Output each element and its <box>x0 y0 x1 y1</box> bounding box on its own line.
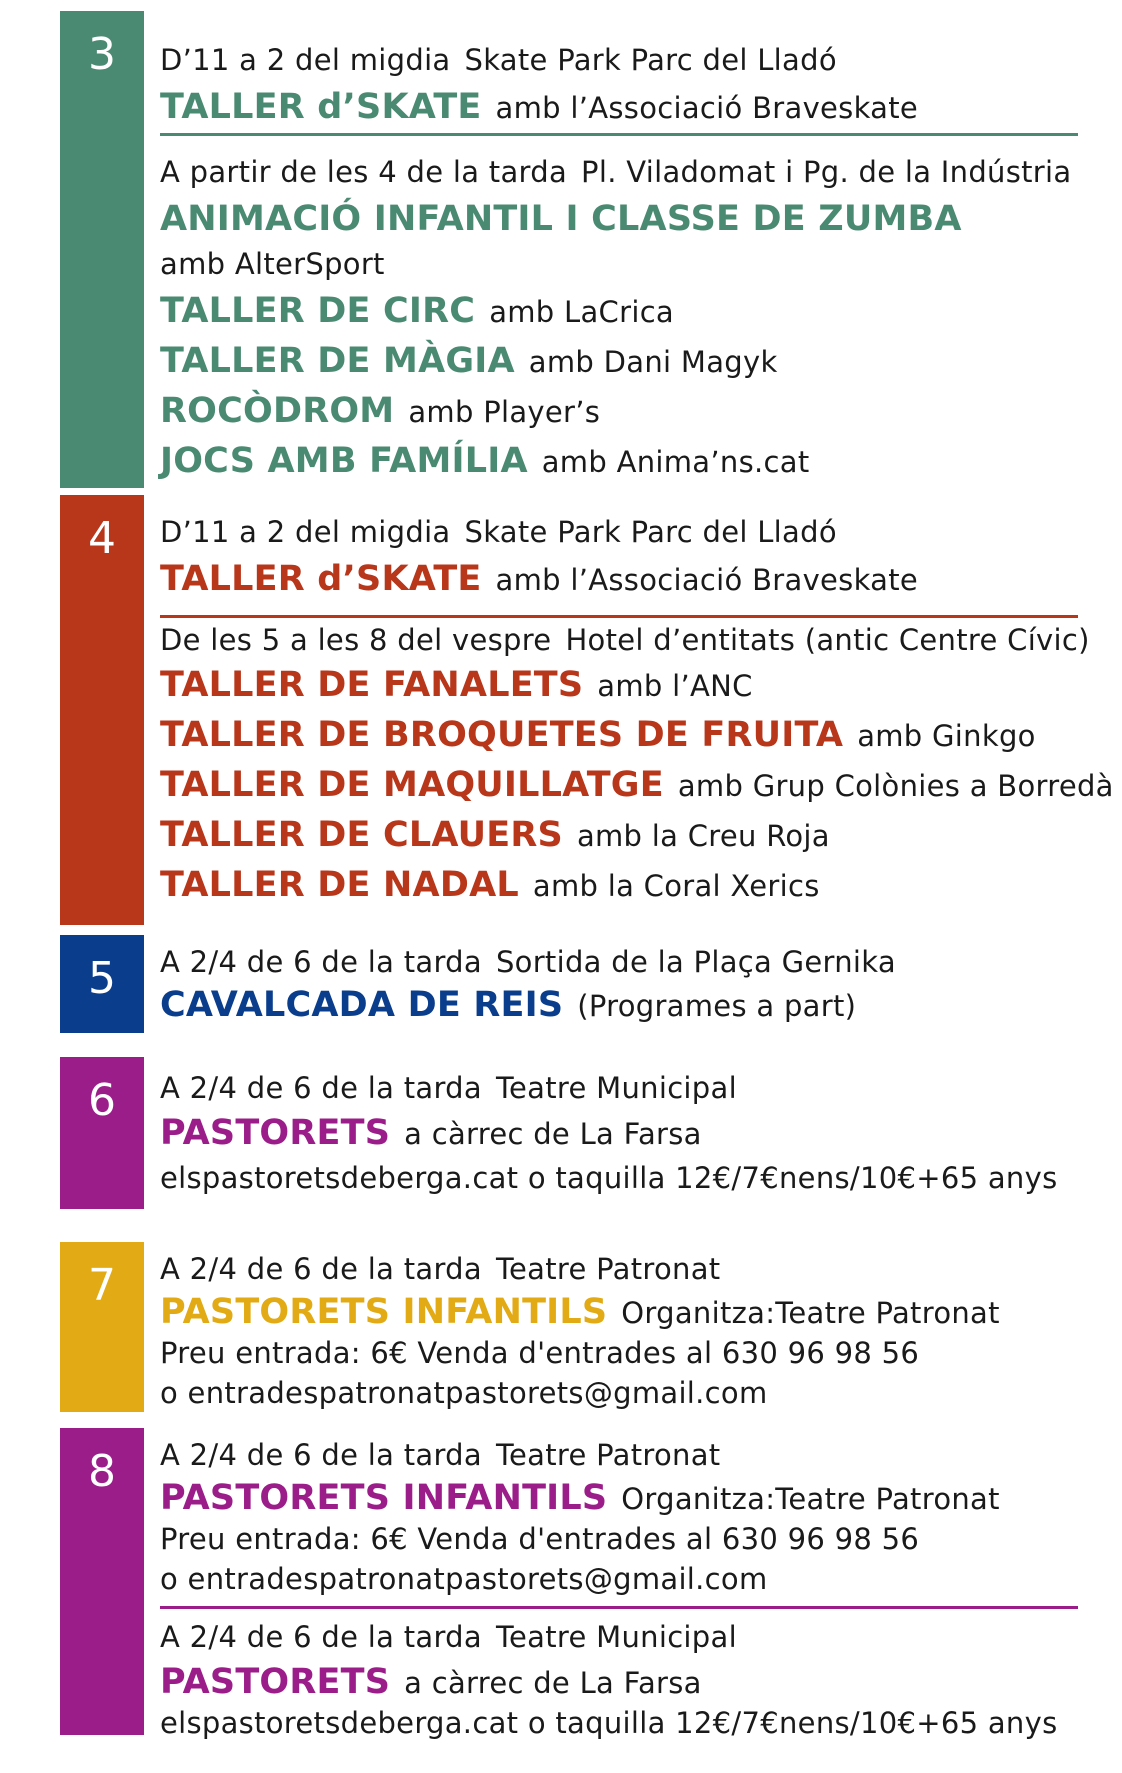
event-title: PASTORETS <box>160 1113 391 1153</box>
day-number-8: 8 <box>60 1428 144 1735</box>
day-4-section <box>60 495 1122 925</box>
event-contact-email: o entradespatronatpastorets@gmail.com <box>160 1562 768 1596</box>
event-place: Pl. Viladomat i Pg. de la Indústria <box>581 155 1072 189</box>
event-time-place <box>160 155 1071 189</box>
event-organizer: amb Ginkgo <box>857 719 1036 753</box>
event-organizer: Organitza:Teatre Patronat <box>621 1482 1000 1516</box>
divider <box>160 615 1078 618</box>
event-ticket-info: Preu entrada: 6€ Venda d'entrades al 630 96 98 56 <box>160 1336 920 1370</box>
event-time-place <box>160 945 896 979</box>
event-place: Sortida de la Plaça Gernika <box>495 945 896 979</box>
event-ticket-info: elspastoretsdeberga.cat o taquilla 12€/7€nens/10€+65 anys <box>160 1706 1058 1740</box>
event-organizer: amb Grup Colònies a Borredà <box>677 769 1114 803</box>
event-title-row <box>160 247 385 281</box>
event-title-row <box>160 1478 1000 1518</box>
event-title: TALLER DE BROQUETES DE FRUITA <box>160 715 844 755</box>
event-organizer: amb LaCrica <box>489 295 675 329</box>
event-time: A partir de les 4 de la tarda <box>160 155 568 189</box>
event-organizer: a càrrec de La Farsa <box>404 1117 702 1151</box>
event-title: TALLER DE MÀGIA <box>160 341 515 381</box>
event-title: TALLER DE NADAL <box>160 865 519 905</box>
event-place: Teatre Patronat <box>495 1252 721 1286</box>
event-title-row <box>160 87 918 127</box>
event-title-row <box>160 865 820 905</box>
event-title-row <box>160 559 918 599</box>
event-time-place <box>160 1620 737 1654</box>
event-title-row <box>160 199 962 239</box>
event-time-place <box>160 515 837 549</box>
event-title: TALLER d’SKATE <box>160 559 482 599</box>
event-title-row <box>160 1113 702 1153</box>
event-ticket-info: Preu entrada: 6€ Venda d'entrades al 630 96 98 56 <box>160 1522 920 1556</box>
event-place: Teatre Municipal <box>495 1620 737 1654</box>
day-5-section <box>60 935 1122 1033</box>
event-time: D’11 a 2 del migdia <box>160 515 451 549</box>
event-title-row <box>160 391 600 431</box>
event-organizer: amb Anima’ns.cat <box>541 445 810 479</box>
event-title-row <box>160 815 830 855</box>
event-title: CAVALCADA DE REIS <box>160 985 564 1025</box>
event-time: A 2/4 de 6 de la tarda <box>160 1438 482 1472</box>
event-place: Skate Park Parc del Lladó <box>464 515 837 549</box>
day-3-section <box>60 11 1122 488</box>
event-organizer: amb la Creu Roja <box>576 819 830 853</box>
event-time-place <box>160 1438 720 1472</box>
event-ticket-info: elspastoretsdeberga.cat o taquilla 12€/7€nens/10€+65 anys <box>160 1161 1058 1195</box>
event-title-row <box>160 441 810 481</box>
event-title-row <box>160 665 753 705</box>
event-time: A 2/4 de 6 de la tarda <box>160 1071 482 1105</box>
day-7-section <box>60 1242 1122 1412</box>
event-time-place <box>160 43 837 77</box>
event-organizer: Organitza:Teatre Patronat <box>621 1296 1000 1330</box>
event-title: TALLER DE FANALETS <box>160 665 584 705</box>
event-time-place <box>160 1252 720 1286</box>
event-title: TALLER DE CLAUERS <box>160 815 563 855</box>
event-title-row <box>160 1292 1000 1332</box>
day-number-3: 3 <box>60 11 144 488</box>
event-organizer: amb l’Associació Braveskate <box>495 563 919 597</box>
event-organizer: amb Dani Magyk <box>528 345 778 379</box>
event-title: PASTORETS <box>160 1662 391 1702</box>
event-organizer: a càrrec de La Farsa <box>404 1666 702 1700</box>
day-6-section <box>60 1057 1122 1209</box>
event-title: PASTORETS INFANTILS <box>160 1292 608 1332</box>
event-organizer: (Programes a part) <box>577 989 857 1023</box>
event-title: TALLER d’SKATE <box>160 87 482 127</box>
event-time: A 2/4 de 6 de la tarda <box>160 1252 482 1286</box>
day-number-6: 6 <box>60 1057 144 1209</box>
event-title: JOCS AMB FAMÍLIA <box>160 441 528 481</box>
day-number-7: 7 <box>60 1242 144 1412</box>
event-organizer: amb Player’s <box>408 395 601 429</box>
event-title-row <box>160 291 674 331</box>
event-title: TALLER DE MAQUILLATGE <box>160 765 664 805</box>
event-title-row <box>160 341 778 381</box>
event-title: ROCÒDROM <box>160 391 395 431</box>
event-title: PASTORETS INFANTILS <box>160 1478 608 1518</box>
event-organizer: amb AlterSport <box>160 247 385 281</box>
divider <box>160 1606 1078 1609</box>
event-place: Teatre Municipal <box>495 1071 737 1105</box>
event-time-place <box>160 623 1090 657</box>
event-time: A 2/4 de 6 de la tarda <box>160 1620 482 1654</box>
event-title: TALLER DE CIRC <box>160 291 476 331</box>
event-time-place <box>160 1071 737 1105</box>
event-title-row <box>160 1662 702 1702</box>
event-organizer: amb l’Associació Braveskate <box>495 91 919 125</box>
event-place: Hotel d’entitats (antic Centre Cívic) <box>565 623 1090 657</box>
divider <box>160 133 1078 136</box>
event-time: De les 5 a les 8 del vespre <box>160 623 552 657</box>
event-title-row <box>160 985 856 1025</box>
event-place: Skate Park Parc del Lladó <box>464 43 837 77</box>
day-8-section <box>60 1428 1122 1740</box>
event-time: D’11 a 2 del migdia <box>160 43 451 77</box>
event-title: ANIMACIÓ INFANTIL I CLASSE DE ZUMBA <box>160 199 962 239</box>
event-place: Teatre Patronat <box>495 1438 721 1472</box>
event-title-row <box>160 715 1036 755</box>
event-time: A 2/4 de 6 de la tarda <box>160 945 482 979</box>
event-contact-email: o entradespatronatpastorets@gmail.com <box>160 1376 768 1410</box>
event-organizer: amb la Coral Xerics <box>532 869 820 903</box>
event-organizer: amb l’ANC <box>597 669 753 703</box>
day-number-5: 5 <box>60 935 144 1033</box>
day-number-4: 4 <box>60 495 144 925</box>
event-title-row <box>160 765 1114 805</box>
